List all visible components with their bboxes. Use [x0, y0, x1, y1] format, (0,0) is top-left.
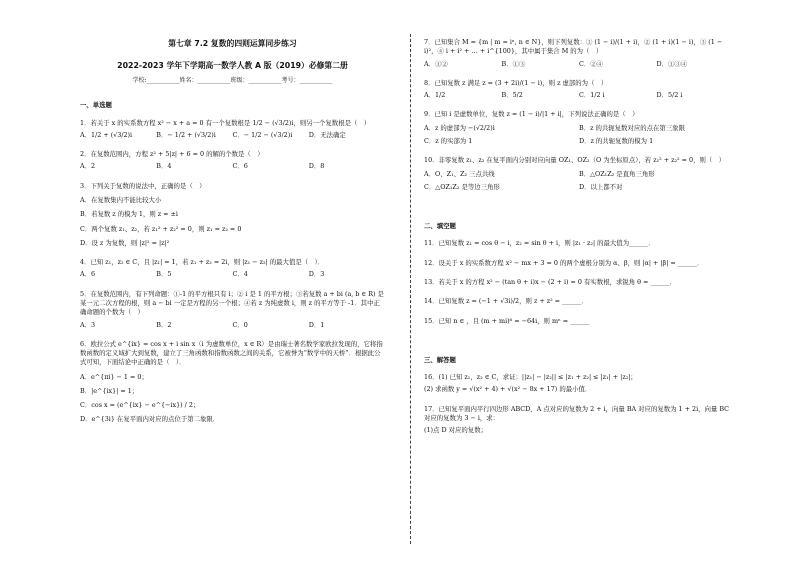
option-d: D．z 的共轭复数的模为 1: [579, 136, 654, 145]
question-stem: 3．下列关于复数的说法中，正确的是（ ）: [80, 181, 206, 190]
options-row: [80, 321, 385, 330]
option-a: A．O、Z₁、Z₂ 三点共线: [424, 169, 495, 178]
option-a: A．3: [80, 320, 96, 329]
option-d: D．设 z 为复数，则 |z|² = |z|²: [80, 238, 170, 247]
option-b: B．− 1/2 + (√3/2)i: [156, 130, 216, 139]
option-c: C．1/2 i: [579, 91, 605, 100]
question-stem: 7．已知集合 M = {m | m = iⁿ, n ∈ N}，则下列复数：① (1 − i)/(1 + i)，② (1 + i)(1 − i)，③ (1 − i)²，④ i + i² + … + i^{100}，其中属于集合 M 的为（ ）: [424, 38, 723, 56]
option-d: D．5/2 i: [656, 91, 683, 100]
section-fill-in: 二、填空题: [424, 222, 456, 231]
option-b: B．①③: [501, 59, 526, 68]
option-c: C．cos x = (e^{ix} − e^{−ix}) / 2；: [80, 401, 200, 410]
options-row: [424, 124, 734, 133]
option-a: A．2: [80, 162, 96, 171]
question-2: [80, 150, 385, 172]
question-stem: 10．非零复数 z₁、z₂ 在复平面内分别对应向量 OZ₁、OZ₂（O 为坐标原点），若 z₁² + z₂² = 0，则（ ）: [424, 156, 726, 165]
question-stem: 17．已知复平面内平行四边形 ABCD，A 点对应的复数为 2 + i，向量 BA 对应的复数为 1 + 2i，向量 BC 对应的复数为 3 − i，求：: [424, 404, 730, 422]
option-d: D．e^{3i} 在复平面内对应的点位于第二象限．: [80, 415, 220, 424]
question-6: [80, 340, 385, 425]
question-12: 12．设关于 x 的实系数方程 x² − mx + 3 = 0 的两个虚根分别为 α、β，则 |α| + |β| = ______．: [424, 258, 704, 267]
options-row: [424, 170, 734, 179]
section-problems: 三、解答题: [424, 355, 456, 364]
options-row: [424, 183, 734, 192]
option-a: A．z 的虚部为 −(√2/2)i: [424, 123, 495, 132]
option-b: B．△OZ₁Z₂ 是直角三角形: [579, 169, 655, 178]
options-row: [424, 137, 734, 146]
option-b: B．5: [156, 270, 172, 279]
question-13: 13．若关于 x 的方程 x² − (tan θ + i)x − (2 + i) = 0 有实数根，求锐角 θ = ______．: [424, 277, 677, 286]
option-d: D．1: [308, 320, 325, 329]
option-d: D．8: [308, 162, 325, 171]
question-8: [424, 79, 734, 101]
option-b: B．4: [156, 162, 172, 171]
question-16-part-2: (2) 求函数 y = √(x² + 4) + √(x² − 8x + 17) 的最小值．: [424, 385, 592, 394]
question-16-part-1: 16．(1) 已知 z₁，z₂ ∈ C，求证：||z₁| − |z₂|| ≤ |z₁ + z₂| ≤ |z₁| + |z₂|；: [424, 373, 637, 382]
option-d: D．3: [308, 270, 325, 279]
option-c: C．− 1/2 − (√3/2)i: [232, 130, 293, 139]
option-d: D．无法确定: [308, 130, 346, 139]
question-5: [80, 290, 385, 330]
student-info-line: 学校:___________姓名：___________班级：___________考号：___________: [132, 76, 333, 84]
option-c: C．0: [232, 320, 248, 329]
question-9: [424, 110, 734, 146]
option-d: D．以上都不对: [579, 182, 623, 191]
options-row: [80, 162, 385, 171]
option-b: B．若复数 z 的模为 1，则 z = ±i: [80, 210, 178, 219]
question-stem: 5．在复数范围内，有下列命题：①-1 的平方根只有 i；② i 是 1 的平方根；③若复数 a + bi (a, b ∈ R) 是某一元二次方程的根，则 a − bi 一定是方程的另一个根；④若 z 为纯虚数 i，则 z 的平方等于 -1．其中正确命题的个数为（ ）: [80, 289, 384, 317]
worksheet-title: 第七章 7.2 复数的四则运算同步练习: [168, 39, 297, 48]
question-stem: 1．若关于 x 的实系数方程 x² − x + a = 0 有一个复数根是 1/2 − (√3/2)i，则另一个复数根是（ ）: [80, 118, 371, 127]
question-16: [424, 373, 734, 395]
option-a: A．1/2 + (√3/2)i: [80, 130, 133, 139]
option-c: C．两个复数 z₁、z₂，若 z₁² + z₂² = 0，则 z₁ = z₂ = 0: [80, 224, 242, 233]
question-stem: 4．已知 z₁，z₂ ∈ C，且 |z₁| = 1，若 z₁ + z₂ = 2i，则 |z₁ − z₂| 的最大值是（ ）．: [80, 258, 325, 267]
option-c: C．6: [232, 162, 248, 171]
options-row: [424, 60, 734, 69]
right-column: [424, 38, 734, 445]
question-7: [424, 38, 734, 69]
worksheet-subtitle: 2022-2023 学年下学期高一数学人教 A 版（2019）必修第二册: [117, 61, 348, 71]
option-a: A．①②: [424, 59, 448, 68]
question-1: [80, 119, 385, 141]
options-row: [80, 270, 385, 279]
left-column: [80, 38, 385, 435]
option-c: C．△OZ₁Z₂ 是等边三角形: [424, 182, 500, 191]
question-stem: 8．已知复数 z 满足 z = (3 + 2i)/(1 − i)，则 z 虚部的为（ ）: [424, 78, 608, 87]
question-stem: 6．欧拉公式 e^{ix} = cos x + i sin x（i 为虚数单位，x ∈ R）是由瑞士著名数学家欧拉发现的，它将指数函数的定义域扩大到复数，建立了三角函数和指数函数之间的关系，它被誉为“数学中的天桥”．根据此公式可知，下面结论中正确的是（ ）．: [80, 339, 383, 367]
question-stem: 9．已知 i 是虚数单位，复数 z = (1 − i)/|1 + i|，下列说法正确的是（ ）: [424, 110, 639, 119]
options-row: [424, 91, 734, 100]
option-b: B．z 的共轭复数对应的点在第三象限: [579, 123, 685, 132]
question-11: 11．已知复数 z₁ = cos θ − i，z₂ = sin θ + i，则 |z₁ · z₂| 的最大值为______．: [424, 239, 655, 248]
question-17-part-1: (1)点 D 对应的复数；: [424, 426, 487, 435]
option-a: A．e^{πi} − 1 = 0；: [80, 372, 148, 381]
option-c: C．z 的实部为 1: [424, 136, 473, 145]
option-b: B．5/2: [501, 91, 523, 100]
option-a: A．在复数集内不能比较大小: [80, 195, 162, 204]
option-a: A．6: [80, 270, 96, 279]
column-divider: [410, 34, 411, 544]
options-row: [80, 131, 385, 140]
option-c: C．②④: [579, 59, 604, 68]
question-15: 15．已知 n ∈ ，且 (m + mi)⁶ = −64i，则 mⁿ = ______: [424, 316, 590, 325]
question-17: [424, 405, 734, 436]
question-3: [80, 182, 385, 248]
question-stem: 2．在复数范围内，方程 z² + 5|z| + 6 = 0 的解的个数是（ ）: [80, 150, 264, 159]
question-10: [424, 156, 734, 192]
option-c: C．4: [232, 270, 248, 279]
option-a: A．1/2: [424, 91, 446, 100]
question-14: 14．已知复数 z = (−1 + √3i)/2，则 z + z² = ______．: [424, 297, 588, 306]
question-4: [80, 258, 385, 280]
section-single-choice: 一、单选题: [80, 101, 112, 110]
option-b: B．|e^{ix}| = 1；: [80, 386, 139, 395]
option-b: B．2: [156, 320, 172, 329]
option-d: D．①③④: [656, 59, 688, 68]
